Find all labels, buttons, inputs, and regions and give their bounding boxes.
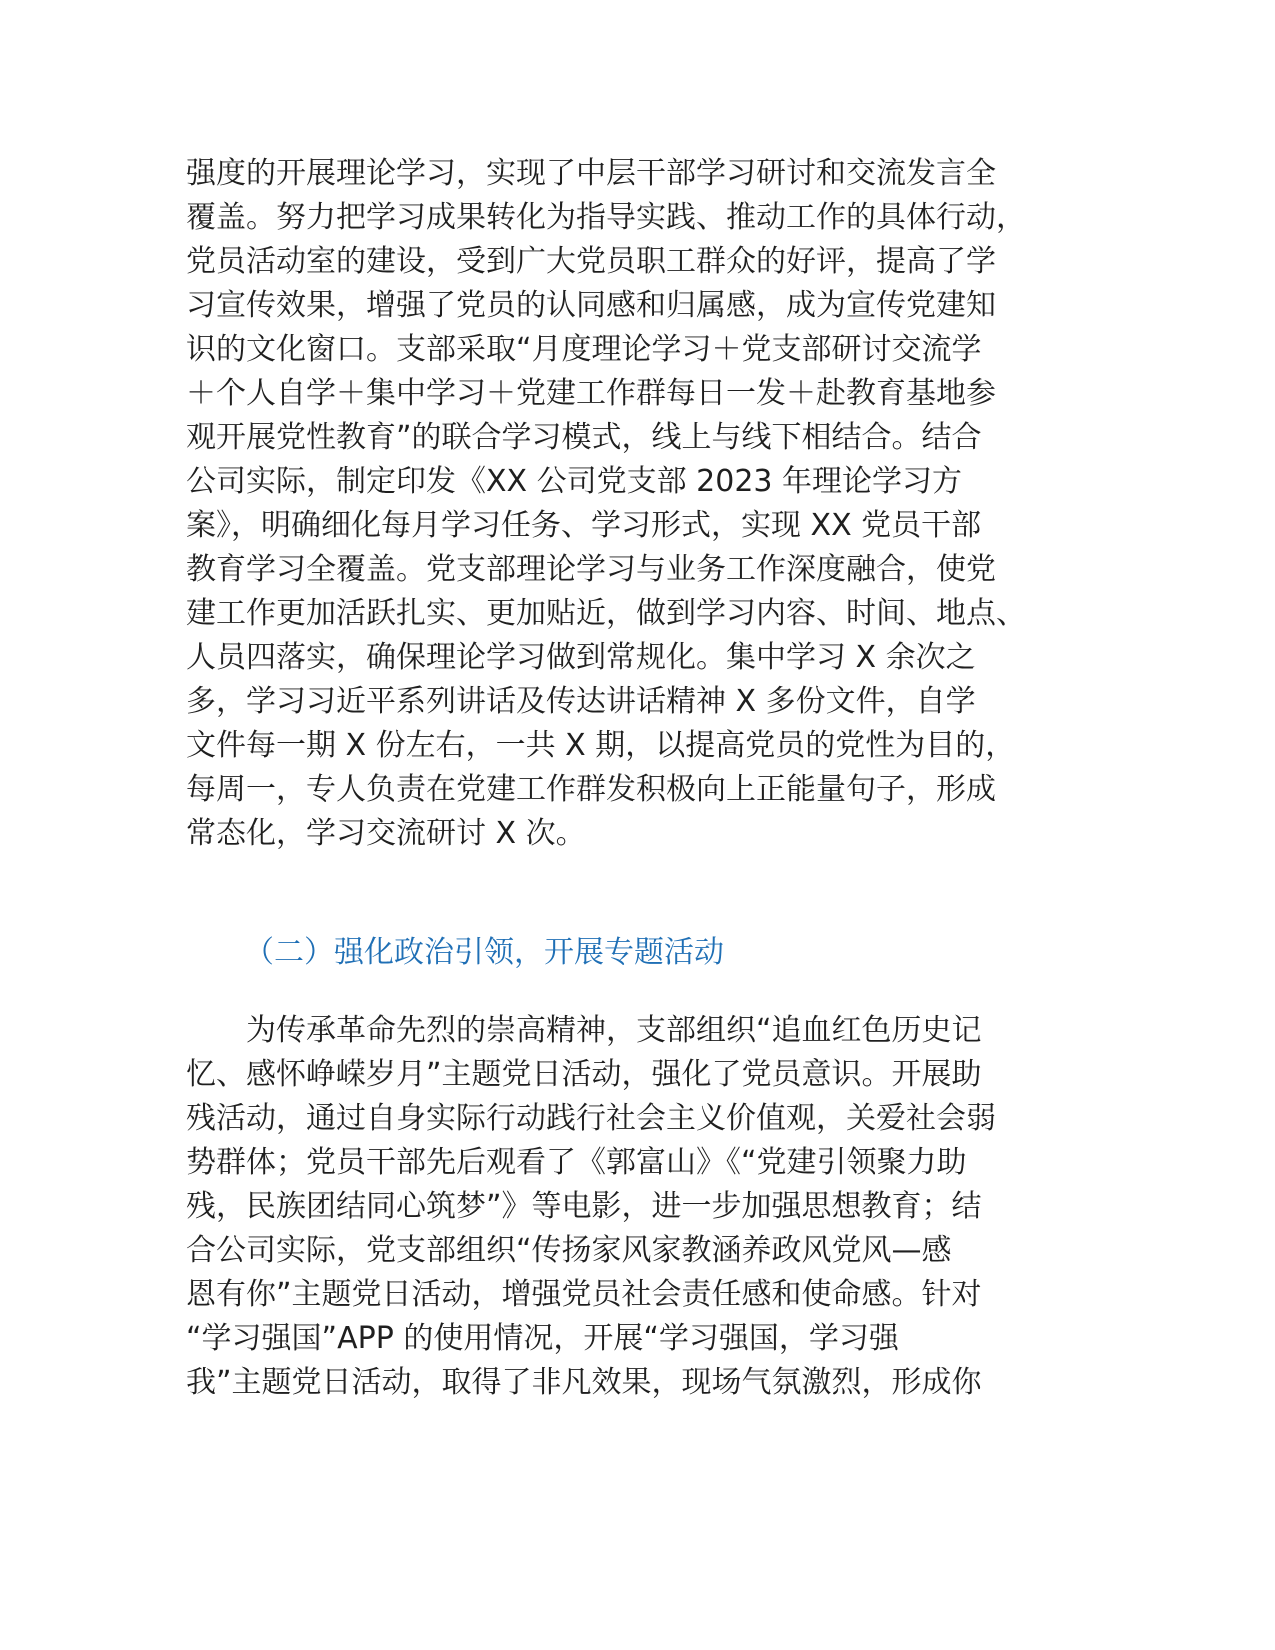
text-line: 为传承革命先烈的崇高精神，支部组织“追血红色历史记 bbox=[246, 1013, 982, 1048]
text-line: 常态化，学习交流研讨 X 次。 bbox=[186, 816, 586, 851]
text-line: 恩有你”主题党日活动，增强党员社会责任感和使命感。针对 bbox=[186, 1277, 982, 1312]
text-line: 公司实际，制定印发《XX 公司党支部 2023 年理论学习方 bbox=[186, 464, 963, 499]
text-line: 党员活动室的建设，受到广大党员职工群众的好评，提高了学 bbox=[186, 244, 996, 279]
text-line: 残活动，通过自身实际行动践行社会主义价值观，关爱社会弱 bbox=[186, 1101, 996, 1136]
text-line: 建工作更加活跃扎实、更加贴近，做到学习内容、时间、地点、 bbox=[186, 596, 1026, 631]
text-line: 观开展党性教育”的联合学习模式，线上与线下相结合。结合 bbox=[186, 420, 982, 455]
text-line: 习宣传效果，增强了党员的认同感和归属感，成为宣传党建知 bbox=[186, 288, 996, 323]
paragraph-theory-study bbox=[186, 152, 1126, 856]
text-line: 人员四落实，确保理论学习做到常规化。集中学习 X 余次之 bbox=[186, 640, 976, 675]
text-line: 残，民族团结同心筑梦”》等电影，进一步加强思想教育；结 bbox=[186, 1189, 982, 1224]
section-heading: （二）强化政治引领，开展专题活动 bbox=[244, 935, 724, 970]
paragraph-themed-activities bbox=[186, 1009, 1126, 1405]
text-line: 每周一，专人负责在党建工作群发积极向上正能量句子，形成 bbox=[186, 772, 996, 807]
text-line: ＋个人自学＋集中学习＋党建工作群每日一发＋赴教育基地参 bbox=[186, 376, 996, 411]
text-line: 案》，明确细化每月学习任务、学习形式，实现 XX 党员干部 bbox=[186, 508, 982, 543]
text-line: 覆盖。努力把学习成果转化为指导实践、推动工作的具体行动， bbox=[186, 200, 1026, 235]
text-line: 合公司实际，党支部组织“传扬家风家教涵养政风党风—感 bbox=[186, 1233, 952, 1268]
text-line: 强度的开展理论学习，实现了中层干部学习研讨和交流发言全 bbox=[186, 156, 996, 191]
text-line: 识的文化窗口。支部采取“月度理论学习＋党支部研讨交流学 bbox=[186, 332, 982, 367]
text-line: 势群体；党员干部先后观看了《郭富山》《“党建引领聚力助 bbox=[186, 1145, 967, 1180]
text-line: 忆、感怀峥嵘岁月”主题党日活动，强化了党员意识。开展助 bbox=[186, 1057, 982, 1092]
text-line: 多，学习习近平系列讲话及传达讲话精神 X 多份文件，自学 bbox=[186, 684, 976, 719]
text-line: 教育学习全覆盖。党支部理论学习与业务工作深度融合，使党 bbox=[186, 552, 996, 587]
text-line: 文件每一期 X 份左右，一共 X 期，以提高党员的党性为目的， bbox=[186, 728, 1016, 763]
text-line: “学习强国”APP 的使用情况，开展“学习强国，学习强 bbox=[186, 1321, 899, 1356]
text-line: 我”主题党日活动，取得了非凡效果，现场气氛激烈，形成你 bbox=[186, 1365, 982, 1400]
